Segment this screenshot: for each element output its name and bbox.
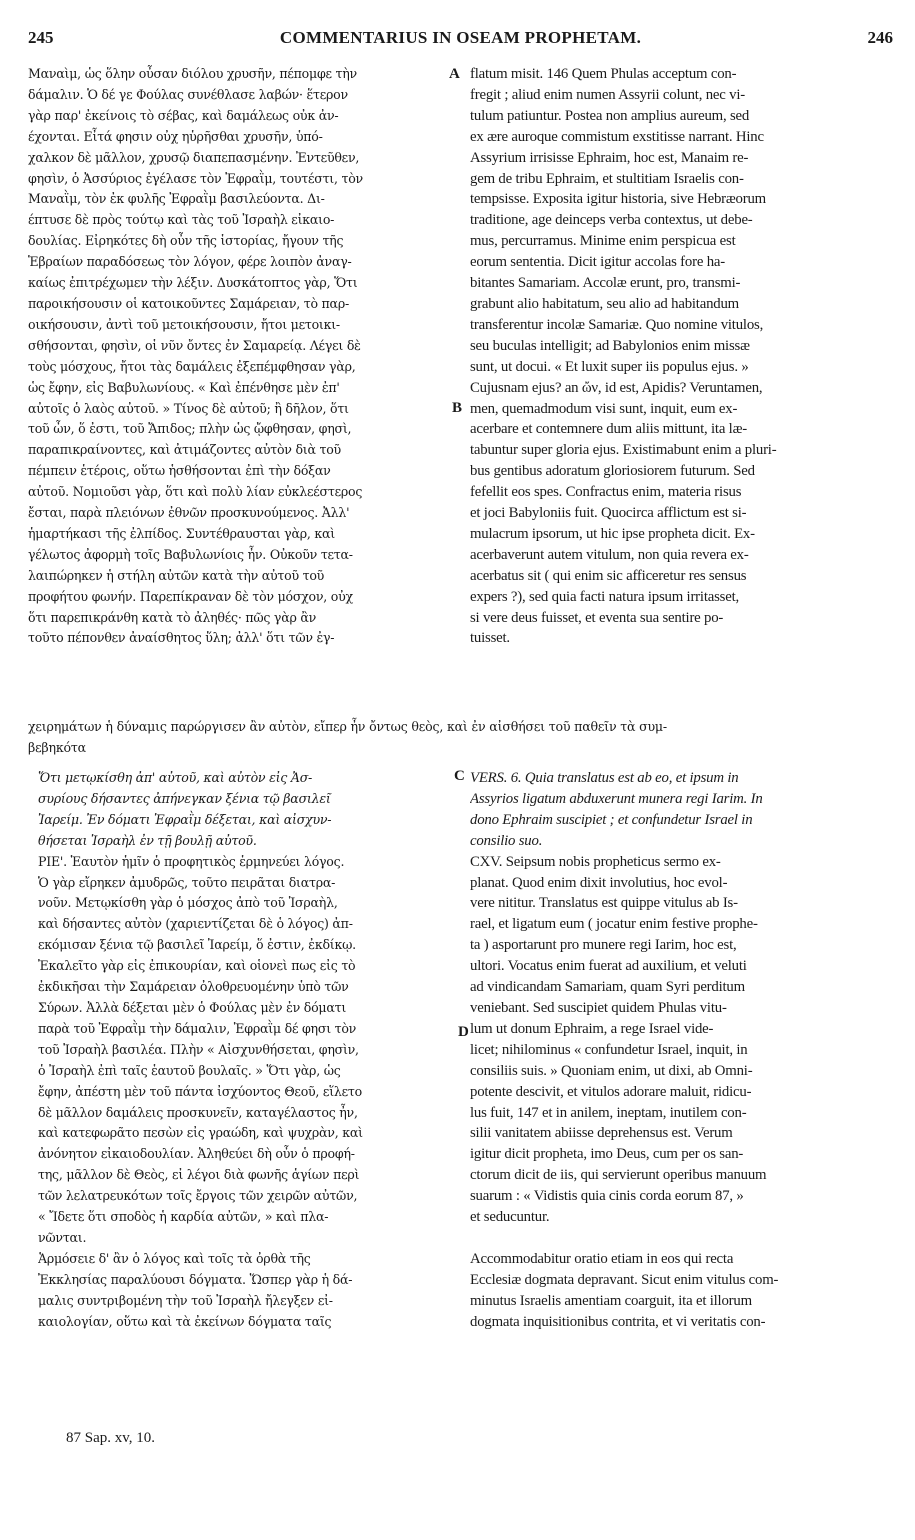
text-line: ex ære auroque commistum exstitisse narrant. Hinc <box>470 128 764 145</box>
text-line: ἐκδικῆσαι τὴν Σαμάρειαν ὀλοθρευομένην ὑπὸ τῶν <box>38 979 349 995</box>
text-line: της, μᾶλλον δὲ Θεὸς, εἰ λέγοι διὰ φωνῆς ἁγίων περὶ <box>38 1167 360 1183</box>
greek-column-top <box>28 64 463 656</box>
text-line: lus fuit, 147 et in anilem, ineptam, inutilem con- <box>470 1104 747 1121</box>
page-number-right: 246 <box>867 28 893 47</box>
text-line: VERS. 6. Quia translatus est ab eo, et ipsum in <box>470 770 739 786</box>
text-line: tulum patiuntur. Postea non amplius aureum, sed <box>470 107 750 124</box>
text-line: καὶ δήσαντες αὐτὸν (χαριεντίζεται δὲ ὁ λόγος) ἀπ- <box>38 916 353 932</box>
text-line: Ἁρμόσειε δ' ἂν ὁ λόγος καὶ τοῖς τὰ ὀρθὰ τῆς <box>38 1250 311 1266</box>
text-line: consilio suo. <box>470 832 543 849</box>
greek-full-width-lines <box>28 716 890 758</box>
text-line: γὰρ παρ' ἐκείνοις τὸ σέβας, καὶ δαμάλεως οὐκ ἀν- <box>28 107 339 123</box>
text-line: vere nititur. Translatus est quippe vitulus ab Is- <box>470 895 738 912</box>
text-line: ἔσται, παρὰ πλειόνων ἐθνῶν προσκυνούμενος. Ἀλλ' <box>28 505 350 521</box>
text-line: Assyrium irrisisse Ephraim, hoc est, Manaim re- <box>470 149 749 166</box>
text-line: licet; nihilominus « confundetur Israel, inquit, in <box>470 1041 748 1058</box>
text-line: ad vindicandam Samariam, quam Syri perditum <box>470 979 745 996</box>
text-line: veniebant. Sed suscipiet quidem Phulas vitu- <box>470 999 727 1016</box>
text-line <box>470 1228 894 1249</box>
text-line: et seducuntur. <box>470 1209 550 1226</box>
text-line: Ecclesiæ dogmata depravant. Sicut enim vitulus com- <box>470 1271 779 1288</box>
text-line: Μαναὶμ, ὡς ὅλην οὖσαν διόλου χρυσῆν, πέπομφε τὴν <box>28 66 357 81</box>
text-line: ultori. Vocatus enim fuerat ad auxilium, et veluti <box>470 958 747 975</box>
text-line: fefellit eos spes. Confractus enim, materia risus <box>470 484 742 501</box>
text-line: transferentur incolæ Samariæ. Quo nomine vitulos, <box>470 316 764 333</box>
text-line: acerbare et contemnere dum aliis mittunt, ita læ- <box>470 421 747 438</box>
text-line: γέλωτος ἀφορμὴ τοῖς Βαβυλωνίοις ἦν. Οὐκοῦν τετα- <box>28 546 353 562</box>
text-line: Cujusnam ejus? an ὤν, id est, Apidis? Veruntamen, <box>470 379 763 396</box>
text-line: mus, percurramus. Minime enim perspicua est <box>470 233 736 250</box>
text-line: θήσεται Ἰσραὴλ ἐν τῇ βουλῇ αὐτοῦ. <box>38 832 257 848</box>
text-line: minutus Israelis amentiam coarguit, ita et illorum <box>470 1292 752 1309</box>
text-line: πέμπειν ἑτέροις, οὕτω ἡσθήσονται ἐπὶ τὴν δόξαν <box>28 463 331 479</box>
text-line: CXV. Seipsum nobis propheticus sermo ex- <box>470 853 721 870</box>
text-line: αὐτοῦ. Νομιοῦσι γὰρ, ὅτι καὶ πολὺ λίαν εὐκλεέστερος <box>28 484 363 500</box>
text-line: Ἰαρείμ. Ἐν δόματι Ἐφραῒμ δέξεται, καὶ αἰσχυν- <box>38 811 332 827</box>
text-line: Ἑβραίων παραδόσεως τὸν λόγον, φέρε λοιπὸν ἀναγ- <box>28 254 352 270</box>
text-line: Ὅτι μετῳκίσθη ἀπ' αὐτοῦ, καὶ αὐτὸν εἰς Ἀσ- <box>38 770 313 785</box>
text-line: bitantes Samariam. Accolæ erunt, pro, transmi- <box>470 275 741 292</box>
text-line: παροικήσουσιν οἱ κατοικοῦντες Σαμάρειαν, τὸ παρ- <box>28 295 349 311</box>
text-line: τοῦ Ἰσραὴλ βασιλέα. Πλὴν « Αἰσχυνθήσεται, φησὶν, <box>38 1041 359 1057</box>
text-line: seu buculas intelligit; ad Babylonios enim missæ <box>470 337 750 354</box>
text-line: rael, et ligatum eum ( jocatur enim festive prophe- <box>470 916 758 933</box>
text-line: τοῦτο πέπονθεν ἀναίσθητος ὕλη; ἀλλ' ὅτι τῶν ἐγ- <box>28 630 335 646</box>
text-line: ctorum dicit de iis, qui servierunt operibus manuum <box>470 1167 767 1184</box>
text-line: ΡΙΕ'. Ἑαυτὸν ἡμῖν ὁ προφητικὸς ἑρμηνεύει λόγος. <box>38 853 345 869</box>
text-line: potente descivit, et vitulos adorare maluit, ridicu- <box>470 1083 752 1100</box>
text-line: παραπικραίνοντες, καὶ ἀτιμάζοντες αὐτὸν διὰ τοῦ <box>28 442 341 458</box>
text-line: sunt, ut docui. « Et luxit super iis populus ejus. » <box>470 358 749 375</box>
text-line: μαλις συντριβομένη τὴν τοῦ Ἰσραὴλ ἤλεγξεν εἰ- <box>38 1292 333 1308</box>
text-line: τοὺς μόσχους, ἤτοι τὰς δαμάλεις ἐξεπέμφθησαν γὰρ, <box>28 358 356 374</box>
text-line: ἡμαρτήκασι τῆς ἐλπίδος. Συντέθραυσται γὰρ, καὶ <box>28 525 335 541</box>
text-line: σθήσονται, φησὶν, οἱ νῦν ὄντες ἐν Σαμαρείᾳ. Λέγει δὲ <box>28 337 361 353</box>
latin-column-bottom <box>470 768 894 1428</box>
text-line: ὅτι παρεπικράνθη κατὰ τὸ ἀληθές· πῶς γὰρ ἂν <box>28 609 317 625</box>
text-line: καὶ κατεφωρᾶτο πεσὼν εἰς γραώδη, καὶ ψυχρὰν, καὶ <box>38 1125 363 1141</box>
text-line: mulacrum ipsorum, ut hic ipse propheta dicit. Ex- <box>470 525 755 542</box>
text-line: planat. Quod enim dixit involutius, hoc evol- <box>470 874 728 891</box>
text-line: τοῦ ὦν, ὅ ἐστι, τοῦ Ἄπιδος; πλὴν ὡς ᾤφθησαν, φησὶ, <box>28 421 352 437</box>
text-line: βεβηκότα <box>28 740 86 755</box>
margin-marker-d: D <box>458 1024 469 1040</box>
text-line: Σύρων. Ἀλλὰ δέξεται μὲν ὁ Φούλας μὲν ἐν δόματι <box>38 999 347 1015</box>
text-line: ὁ Ἰσραὴλ ἐπὶ ταῖς ἑαυτοῦ βουλαῖς. » Ὅτι γὰρ, ὡς <box>38 1062 341 1078</box>
text-line: λαιπώρηκεν ἡ στήλη αὐτῶν κατὰ τὴν αὐτοῦ τοῦ <box>28 567 325 583</box>
text-line: consiliis suis. » Quoniam enim, ut dixi, ab Omni- <box>470 1062 753 1079</box>
page-number-left: 245 <box>28 28 54 47</box>
text-line: Ὁ γὰρ εἴρηκεν ἀμυδρῶς, τοῦτο πειρᾶται διατρα- <box>38 874 336 890</box>
text-line: et joci Babyloniis fuit. Quocirca afflictum est si- <box>470 505 747 522</box>
text-line: έχονται. Εἶτά φησιν οὐχ ηὑρῆσθαι χρυσῆν, ὑπό- <box>28 128 323 144</box>
text-line: προφήτου φωνήν. Παρεπίκραναν δὲ τὸν μόσχον, οὐχ <box>28 588 353 604</box>
text-line: έπτυσε δὲ πρὸς τούτῳ καὶ τὰς τοῦ Ἰσραὴλ εἰκαιο- <box>28 212 335 228</box>
text-line: δουλίας. Εἰρηκότες δὴ οὖν τῆς ἱστορίας, ἤγουν τῆς <box>28 233 344 249</box>
text-line: « Ἴδετε ὅτι σποδὸς ἡ καρδία αὐτῶν, » καὶ πλα- <box>38 1209 329 1225</box>
text-line: ἀνόνητον εἰκαιοδουλίαν. Ἀληθεύει δὴ οὖν ὁ προφή- <box>38 1146 355 1162</box>
margin-marker-c: C <box>454 768 465 784</box>
text-line: καίως ἐπιτρέχωμεν τὴν λέξιν. Δυσκάτοπτος γὰρ, Ὅτι <box>28 275 358 291</box>
text-line: igitur dicit propheta, imo Deus, cum per os san- <box>470 1146 744 1163</box>
text-line: Ἐκαλεῖτο γὰρ εἰς ἐπικουρίαν, καὶ οἱονεὶ πως εἰς τὸ <box>38 958 356 974</box>
text-line: men, quemadmodum visi sunt, inquit, eum ex- <box>470 400 738 417</box>
running-title: COMMENTARIUS IN OSEAM PROPHETAM. <box>279 28 642 47</box>
text-line: bus gentibus adoratum gloriosiorem futurum. Sed <box>470 463 755 480</box>
text-line: καιολογίαν, οὕτω καὶ τὰ ἐκείνων δόγματα ταῖς <box>38 1313 332 1329</box>
text-line: Assyrios ligatum abduxerunt munera regi Iarim. In <box>470 790 763 807</box>
text-line: acerbaverunt autem vitulum, non quia revera ex- <box>470 546 749 563</box>
text-line: Ἐκκλησίας παραλύουσι δόγματα. Ὥσπερ γὰρ ἡ δά- <box>38 1271 353 1287</box>
text-line: Accommodabitur oratio etiam in eos qui recta <box>470 1250 734 1267</box>
text-line: suarum : « Vidistis quia cinis corda eorum 87, » <box>470 1188 744 1205</box>
text-line: ἔφην, ἀπέστη μὲν τοῦ πάντα ἰσχύοντος Θεοῦ, εἵλετο <box>38 1083 362 1099</box>
text-line: φησὶν, ὁ Ἀσσύριος ἐγέλασε τὸν Ἐφραῒμ, τουτέστι, τὸν <box>28 170 363 186</box>
text-line: τῶν λελατρευκότων τοῖς ἔργοις τῶν χειρῶν αὐτῶν, <box>38 1188 358 1204</box>
text-line: Μαναῒμ, τὸν ἐκ φυλῆς Ἐφραῒμ βασιλεύοντα. Δι- <box>28 191 325 207</box>
text-line: tabuntur super gloria ejus. Existimabunt enim a pluri- <box>470 442 777 459</box>
text-line: νοῦν. Μετῳκίσθη γὰρ ὁ μόσχος ἀπὸ τοῦ Ἰσραὴλ, <box>38 895 338 911</box>
text-line: eorum sententia. Dicit igitur accolas fore ha- <box>470 254 725 271</box>
text-line: si vere deus fuisset, et eventa sua sentire po- <box>470 609 724 626</box>
text-line: αὐτοῖς ὁ λαὸς αὐτοῦ. » Τίνος δὲ αὐτοῦ; ἢ δῆλον, ὅτι <box>28 400 349 416</box>
text-line: χειρημάτων ἡ δύναμις παρώργισεν ἂν αὐτὸν, εἴπερ ἦν ὄντως θεὸς, καὶ ἐν αἰσθήσει τοῦ παθεῖν τὰ συμ- <box>28 719 667 734</box>
margin-marker-b: B <box>452 400 463 416</box>
text-line: χαλκον δὲ μᾶλλον, χρυσῷ διαπεπασμένην. Ἐντεῦθεν, <box>28 149 360 165</box>
text-line: traditione, age deinceps verba contextus, ut debe- <box>470 212 753 229</box>
text-line: οικήσουσιν, ἀντὶ τοῦ μετοικήσουσιν, ἤτοι μετοικι- <box>28 316 340 332</box>
text-line: δάμαλιν. Ὁ δέ γε Φούλας συνέθλασε λαβών· ἕτερον <box>28 86 348 102</box>
text-line: εκόμισαν ξένια τῷ βασιλεῖ Ἰαρείμ, ὅ ἐστιν, ἐκδίκῳ. <box>38 937 356 953</box>
text-line: ta ) asportarunt pro munere regi Iarim, hoc est, <box>470 937 737 954</box>
page-header <box>28 28 893 54</box>
footnote: 87 Sap. xv, 10. <box>66 1430 156 1446</box>
text-line: grabunt alio habitatum, seu alio ad habitandum <box>470 295 739 312</box>
text-line: lum ut donum Ephraim, a rege Israel vide- <box>470 1020 714 1037</box>
text-line: gem de tribu Ephraim, et stultitiam Israelis con- <box>470 170 744 187</box>
text-line: dono Ephraim suscipiet ; et confundetur Israel in <box>470 811 753 828</box>
text-line: συρίους δήσαντες ἀπήνεγκαν ξένια τῷ βασιλεῖ <box>38 790 331 806</box>
text-line: flatum misit. 146 Quem Phulas acceptum con- <box>470 66 737 82</box>
text-line: νῶνται. <box>38 1229 87 1245</box>
text-line: tuisset. <box>470 630 510 647</box>
text-line: dogmata inquisitionibus contrita, et vi veritatis con- <box>470 1313 766 1330</box>
text-line: expers ?), sed quia facti natura ipsum irritasset, <box>470 588 739 605</box>
text-line: παρὰ τοῦ Ἐφραῒμ τὴν δάμαλιν, Ἐφραῒμ δέ φησι τὸν <box>38 1020 357 1036</box>
text-line: tempsisse. Exposita igitur historia, sive Hebræorum <box>470 191 766 208</box>
latin-column-top <box>470 64 894 684</box>
text-line: acerbatus sit ( qui enim sic afficeretur res sensus <box>470 567 747 584</box>
margin-marker-a: A <box>449 66 460 82</box>
text-line: ὡς ἔφην, εἰς Βαβυλωνίους. « Καὶ ἐπένθησε μὲν ἐπ' <box>28 379 340 395</box>
greek-column-bottom <box>38 768 458 1388</box>
text-line: silii vanitatem abiisse deprehensus est. Verum <box>470 1125 733 1142</box>
text-line: δὲ μᾶλλον δαμάλεις προσκυνεῖν, καταγέλαστος ἦν, <box>38 1104 358 1120</box>
text-line: fregit ; aliud enim numen Assyrii colunt, nec vi- <box>470 86 745 103</box>
